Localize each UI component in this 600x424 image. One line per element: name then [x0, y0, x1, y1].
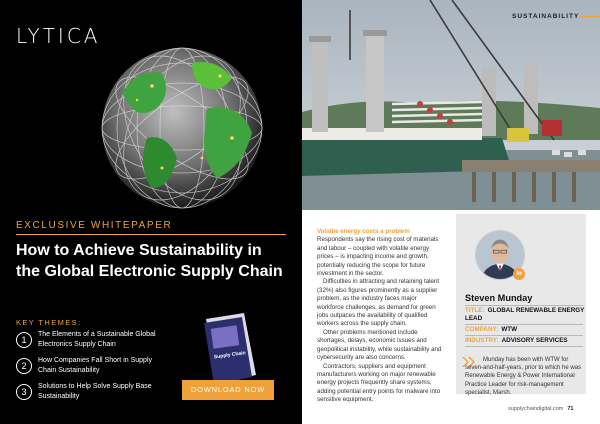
- profile-divider: [465, 324, 583, 325]
- article-body: [317, 228, 445, 405]
- profile-divider: [465, 346, 583, 347]
- profile-industry-key: INDUSTRY:: [465, 337, 499, 344]
- page-number: 71: [567, 406, 574, 412]
- linkedin-icon[interactable]: in: [513, 268, 525, 280]
- themes-label: KEY THEMES:: [16, 318, 82, 327]
- theme-text: The Elements of a Sustainable Global Electronics Supply Chain: [38, 331, 156, 348]
- theme-item-1: [16, 330, 176, 354]
- theme-text: How Companies Fall Short in Supply Chain Sustainability: [38, 357, 152, 374]
- theme-number: 2: [16, 358, 32, 374]
- download-now-button[interactable]: DOWNLOAD NOW: [182, 380, 274, 400]
- profile-company-key: COMPANY:: [465, 326, 499, 333]
- lytica-logo: LYTICA: [16, 24, 101, 48]
- theme-text: Solutions to Help Solve Supply Base Sustainability: [38, 383, 152, 400]
- article-paragraph: Contractors, suppliers and equipment manufacturers working on major renewable energy projects frequently share systems, adding potential entry points for malware into sensitive equipment.: [317, 362, 441, 404]
- profile-divider: [465, 335, 583, 336]
- whitepaper-cover-image: [200, 313, 262, 385]
- page-footer: [508, 406, 573, 412]
- footer-site[interactable]: supplychaindigital.com: [508, 406, 564, 412]
- section-label: SUSTAINABILITY: [512, 13, 580, 20]
- ad-headline: How to Achieve Sustainability in the Global Electronic Supply Chain: [16, 242, 283, 280]
- article-paragraph: Difficulties in attracting and retaining talent (32%) also figures prominently as a supplier problem, as the industry faces major workforce challenges, as demand for green jobs outpaces the availability of qualified workers across the supply chain.: [317, 278, 440, 328]
- wire-globe-image: [92, 38, 272, 218]
- profile-company-value: WTW: [501, 326, 518, 333]
- profile-bio: Munday has been with WTW for seven-and-half-years, prior to which he was Renewable Energy & Power International Practice Leader for risk-management specialist, Marsh.: [465, 357, 582, 396]
- theme-number: 3: [16, 384, 32, 400]
- profile-divider: [465, 305, 583, 306]
- theme-number: 1: [16, 332, 32, 348]
- article-subhead: Volatile energy costs a problem: [317, 228, 410, 235]
- profile-title-value: GLOBAL RENEWABLE ENERGY LEAD: [465, 307, 585, 322]
- theme-item-3: [16, 382, 176, 406]
- ad-kicker: EXCLUSIVE WHITEPAPER: [16, 220, 173, 231]
- profile-industry-row: [465, 337, 585, 345]
- theme-item-2: [16, 356, 176, 380]
- article-paragraph: Other problems mentioned include shortages, delays, economic issues and geopolitical instability, while sustainability and cybersecurity are also concerns.: [317, 328, 442, 362]
- profile-company-row: [465, 326, 585, 334]
- kicker-divider: [16, 234, 286, 235]
- profile-industry-value: ADVISORY SERVICES: [501, 337, 568, 344]
- profile-name: Steven Munday: [465, 293, 533, 303]
- article-paragraph: Respondents say the rising cost of materials and labour – coupled with volatile energy prices – is impacting income and growth, potentially reducing the scope for future investment in the sector.: [317, 236, 439, 278]
- profile-title-key: TITLE:: [465, 307, 485, 314]
- book-title: Supply Chain: [213, 350, 247, 361]
- profile-title-row: [465, 307, 585, 323]
- section-label-rule: [580, 16, 600, 17]
- harbour-cranes-photo: [302, 0, 600, 210]
